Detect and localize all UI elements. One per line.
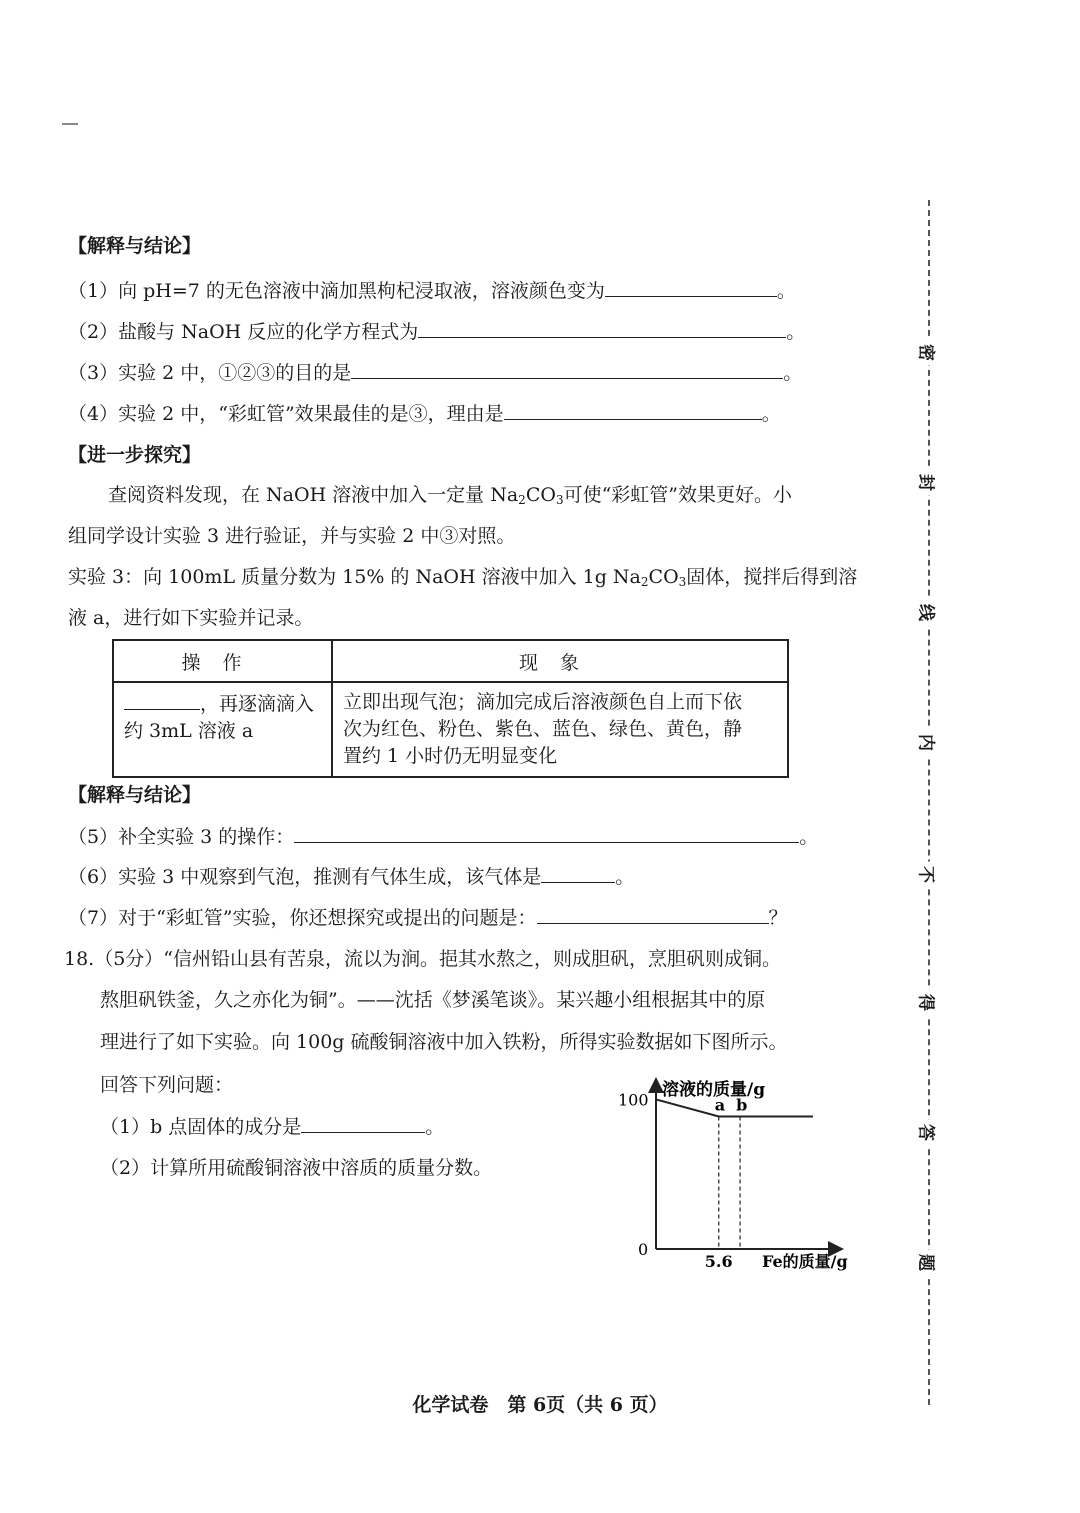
question-6: （6）实验 3 中观察到气泡，推测有气体生成，该气体是 。 <box>68 862 634 891</box>
further-paragraph-line2: 组同学设计实验 3 进行验证，并与实验 2 中③对照。 <box>68 525 516 547</box>
q18-line1: 18.（5分）“信州铅山县有苦泉，流以为涧。挹其水熬之，则成胆矾，烹胆矾则成铜。 <box>64 948 782 970</box>
seal-char: 密 <box>916 340 941 366</box>
experiment3-line1: 实验 3：向 100mL 质量分数为 15% 的 NaOH 溶液中加入 1g $Na_2CO_3$固体，搅拌后得到溶 <box>68 566 858 589</box>
answer-blank[interactable] <box>605 276 777 297</box>
answer-blank[interactable] <box>301 1112 425 1133</box>
x-axis-label: Fe的质量/g <box>762 1252 848 1271</box>
seal-char: 不 <box>916 862 941 888</box>
further-paragraph-line1: 查阅资料发现，在 NaOH 溶液中加入一定量 $Na_2CO_3$可使“彩虹管”效果更好。小 <box>108 484 793 507</box>
seal-char: 线 <box>916 600 941 626</box>
question-3: （3）实验 2 中，①②③的目的是 。 <box>68 358 802 387</box>
answer-blank[interactable] <box>418 317 786 338</box>
scan-mark <box>62 123 78 125</box>
q18-sub1: （1）b 点固体的成分是 。 <box>100 1112 444 1141</box>
section-header-further: 【进一步探究】 <box>68 444 202 466</box>
y-tick-label: 100 <box>618 1090 649 1110</box>
section-header-explain: 【解释与结论】 <box>68 235 202 257</box>
section-header-explain-2: 【解释与结论】 <box>68 784 202 806</box>
seal-char: 得 <box>916 990 941 1016</box>
experiment3-line2: 液 a，进行如下实验并记录。 <box>68 607 314 629</box>
question-7: （7）对于“彩虹管”实验，你还想探究或提出的问题是： ？ <box>68 903 788 932</box>
observation-table <box>112 639 789 778</box>
seal-char: 内 <box>916 730 941 756</box>
q18-line4: 回答下列问题： <box>100 1074 234 1096</box>
point-a-label: a <box>714 1095 726 1115</box>
question-4: （4）实验 2 中，“彩虹管”效果最佳的是③，理由是 。 <box>68 399 781 428</box>
answer-blank[interactable] <box>294 822 799 843</box>
seal-char: 答 <box>916 1120 941 1146</box>
table-header-phenomenon: 现象 <box>332 640 788 682</box>
answer-blank[interactable] <box>351 358 783 379</box>
q18-line3: 理进行了如下实验。向 100g 硫酸铜溶液中加入铁粉，所得实验数据如下图所示。 <box>100 1031 788 1053</box>
table-header-operation: 操作 <box>113 640 332 682</box>
question-1: （1）向 pH=7 的无色溶液中滴加黑枸杞浸取液，溶液颜色变为 。 <box>68 276 796 305</box>
seal-char: 题 <box>916 1250 941 1276</box>
fe-mass-chart <box>612 1073 852 1278</box>
answer-blank[interactable] <box>537 903 769 924</box>
page-footer: 化学试卷 第 6页（共 6 页） <box>412 1394 668 1416</box>
table-cell-phenomenon: 立即出现气泡；滴加完成后溶液颜色自上而下依 次为红色、粉色、紫色、蓝色、绿色、黄色，静 置约 1 小时仍无明显变化 <box>332 682 788 777</box>
question-2: （2）盐酸与 NaOH 反应的化学方程式为 。 <box>68 317 805 346</box>
answer-blank[interactable] <box>124 689 200 710</box>
series-line <box>656 1099 813 1116</box>
table-cell-operation: ，再逐滴滴入 约 3mL 溶液 a <box>113 682 332 777</box>
answer-blank[interactable] <box>541 862 615 883</box>
point-b-label: b <box>736 1095 748 1115</box>
question-5: （5）补全实验 3 的操作： 。 <box>68 822 818 851</box>
x-tick-label: 5.6 <box>704 1252 733 1271</box>
seal-dashed-line <box>928 200 930 1405</box>
q18-line2: 熬胆矾铁釜，久之亦化为铜”。——沈括《梦溪笔谈》。某兴趣小组根据其中的原 <box>100 989 766 1011</box>
origin-label: 0 <box>638 1240 649 1259</box>
q18-sub2: （2）计算所用硫酸铜溶液中溶质的质量分数。 <box>100 1157 493 1179</box>
y-axis-label: 溶液的质量/g <box>662 1080 766 1100</box>
answer-blank[interactable] <box>504 399 762 420</box>
seal-char: 封 <box>916 470 941 496</box>
